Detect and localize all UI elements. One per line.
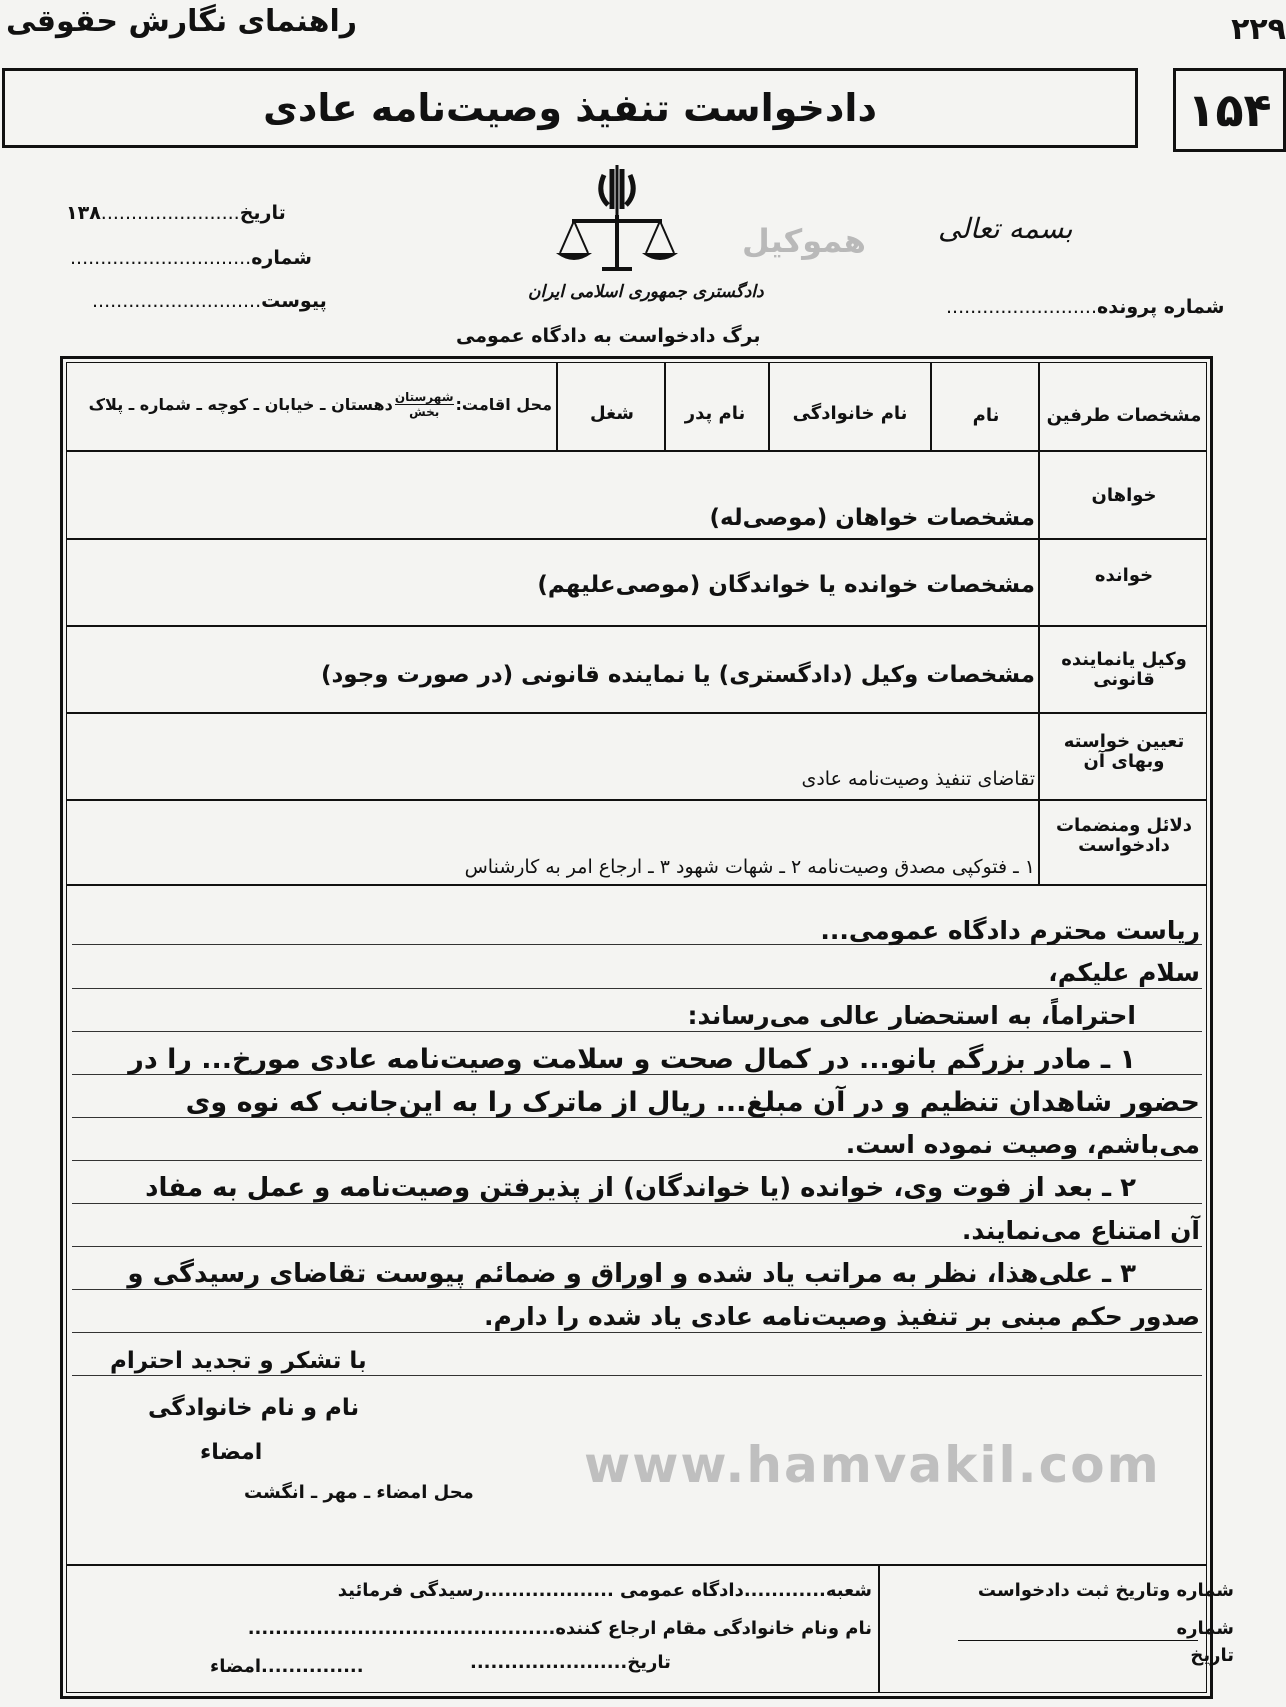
registration-date-label: تاریخ [1190, 1645, 1234, 1666]
residence-district: بخش [409, 405, 440, 419]
row-text-claim: تقاضای تنفیذ وصیت‌نامه عادی [801, 768, 1035, 790]
grid-line [66, 1564, 1207, 1566]
header-residence [72, 390, 552, 419]
date-line: تاریخ....................... [470, 1652, 671, 1673]
row-label-attorney-line2: قانونی [1093, 669, 1155, 690]
signature-label: امضاء [200, 1440, 263, 1465]
row-label-attorney-line1: وکیل یانماینده [1061, 649, 1187, 670]
book-title: راهنمای نگارش حقوقی [6, 4, 358, 39]
case-number-row: شماره پرونده......................... [946, 296, 1225, 318]
header-parties: مشخصات طرفین [1046, 405, 1202, 426]
ruled-line [72, 1203, 1202, 1204]
grid-line [930, 362, 932, 450]
date-value: ۱۳۸ [66, 202, 101, 224]
case-number-label: شماره پرونده [1097, 296, 1225, 318]
row-label-plaintiff: خواهان [1091, 485, 1157, 506]
row-label-attorney [1044, 650, 1204, 690]
header-name: نام [972, 405, 1000, 426]
registration-underline [958, 1640, 1198, 1641]
letter-line-7: ۲ ـ بعد از فوت وی، خوانده (یا خواندگان) از پذیرفتن وصیت‌نامه و عمل به مفاد [145, 1173, 1136, 1203]
form-number-box [1173, 68, 1286, 152]
bismillah: بسمه تعالی [938, 212, 1073, 245]
grid-line [66, 884, 1207, 886]
residence-fraction [395, 390, 454, 419]
name-label: نام و نام خانوادگی [148, 1395, 360, 1421]
header-father-name: نام پدر [684, 403, 746, 424]
letter-line-6: می‌باشم، وصیت نموده است. [845, 1130, 1200, 1159]
row-label-evidence [1044, 816, 1204, 856]
grid-line [556, 362, 558, 450]
page-number: ۲۲۹ [1231, 12, 1286, 47]
ruled-line [72, 1031, 1202, 1032]
residence-prefix: محل اقامت: [455, 395, 552, 414]
grid-line [66, 450, 1207, 452]
attachment-row: پیوست............................ [92, 290, 327, 312]
attachment-label: پیوست [261, 290, 327, 312]
form-title-box [2, 68, 1138, 148]
grid-line [66, 712, 1207, 714]
ruled-line [72, 1332, 1202, 1333]
residence-city: شهرستان [394, 390, 454, 404]
watermark-url: www.hamvakil.com [584, 1436, 1161, 1494]
grid-line [768, 362, 770, 450]
grid-line [664, 362, 666, 450]
letter-salutation: ریاست محترم دادگاه عمومی... [820, 916, 1200, 945]
row-text-plaintiff: مشخصات خواهان (موصی‌له) [709, 505, 1035, 531]
grid-line [66, 799, 1207, 801]
row-label-claim-line2: وبهای آن [1083, 751, 1165, 772]
branch-line: شعبه............دادگاه عمومی ...................رسیدگی فرمائید [337, 1580, 872, 1601]
letter-line-5: حضور شاهدان تنظیم و در آن مبلغ... ریال از ماترک را به این‌جانب که نوه وی [185, 1087, 1200, 1118]
form-caption: برگ دادخواست به دادگاه عمومی [456, 325, 761, 347]
ruled-line [72, 988, 1202, 989]
row-text-evidence: ۱ ـ فتوکپی مصدق وصیت‌نامه ۲ ـ شهات شهود ۳ ـ ارجاع امر به کارشناس [464, 856, 1035, 878]
residence-suffix: دهستان ـ خیابان ـ کوچه ـ شماره ـ پلاک [88, 395, 393, 414]
judiciary-emblem-icon [552, 165, 682, 275]
letter-line-8: آن امتناع می‌نمایند. [961, 1216, 1200, 1245]
form-title: دادخواست تنفیذ وصیت‌نامه عادی [263, 86, 877, 130]
row-text-defendant: مشخصات خوانده یا خواندگان (موصی‌علیهم) [537, 572, 1035, 598]
letter-line-9: ۳ ـ علی‌هذا، نظر به مراتب یاد شده و اوراق و ضمائم پیوست تقاضای رسیدگی و [127, 1259, 1136, 1289]
form-number: ۱۵۴ [1187, 83, 1272, 137]
grid-line [66, 625, 1207, 627]
letter-line-10: صدور حکم مبنی بر تنفیذ وصیت‌نامه عادی یاد شده را دارم. [483, 1302, 1200, 1331]
number-row: شماره.............................. [70, 247, 312, 269]
number-label: شماره [251, 247, 312, 269]
letter-line-4: ۱ ـ مادر بزرگم بانو... در کمال صحت و سلامت وصیت‌نامه عادی مورخ... را در [128, 1044, 1136, 1075]
grid-line [66, 538, 1207, 540]
row-label-evidence-line2: دادخواست [1078, 835, 1170, 856]
letter-closing: با تشکر و تجدید احترام [110, 1348, 367, 1374]
row-text-attorney: مشخصات وکیل (دادگستری) یا نماینده قانونی (در صورت وجود) [320, 662, 1035, 688]
ruled-line [72, 1375, 1202, 1376]
registration-number-label: شماره [1176, 1618, 1234, 1639]
row-label-claim [1044, 732, 1204, 772]
letter-intro: احتراماً، به استحضار عالی می‌رساند: [687, 1001, 1136, 1030]
watermark-top: هموکیل [742, 222, 866, 260]
date-row: تاریخ.......................۱۳۸ [66, 202, 286, 224]
row-label-defendant: خوانده [1094, 565, 1154, 586]
ruled-line [72, 1246, 1202, 1247]
grid-line [878, 1564, 880, 1693]
ruled-line [72, 1289, 1202, 1290]
seal-label: محل امضاء ـ مهر ـ انگشت [244, 1482, 474, 1503]
emblem-caption: دادگستری جمهوری اسلامی ایران [528, 282, 764, 302]
header-occupation: شغل [590, 403, 634, 424]
date-label: تاریخ [239, 202, 286, 224]
grid-line [1038, 362, 1040, 884]
registration-label: شماره وتاریخ ثبت دادخواست [977, 1580, 1234, 1601]
row-label-evidence-line1: دلائل ومنضمات [1055, 815, 1193, 836]
letter-greeting: سلام علیکم، [1048, 958, 1200, 987]
sign-line: ...............امضاء [210, 1656, 364, 1677]
referrer-line: نام ونام خانوادگی مقام ارجاع کننده............................................. [247, 1618, 872, 1639]
ruled-line [72, 1160, 1202, 1161]
row-label-claim-line1: تعیین خواسته [1063, 731, 1185, 752]
header-family-name: نام خانوادگی [792, 403, 908, 424]
